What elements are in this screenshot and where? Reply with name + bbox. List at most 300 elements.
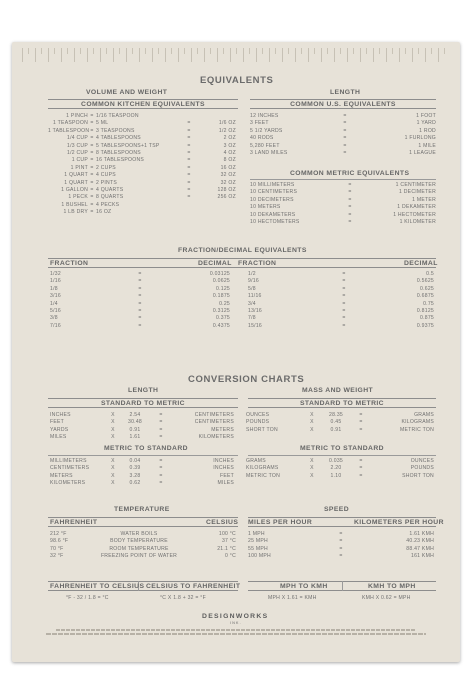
measure-cell: 1 LB DRY [63,209,88,216]
result-unit-cell: INCHES [213,465,234,472]
decimal-cell: 0.4375 [212,322,230,329]
measure-cell: 1 TEASPOON [53,120,88,127]
fraction-cell: 3/16 [50,293,61,300]
ounces-cell: 32 OZ [220,172,236,179]
fraction-cell: 1/32 [50,271,61,277]
factor-cell: 2.54 [129,412,141,418]
table-row [50,531,236,538]
table-row [250,128,436,135]
kmh-col: KILOMETERS PER HOUR [354,518,444,526]
us-equivalents-table [250,113,436,157]
table-row [50,473,236,480]
measure-cell: 1/4 CUP [66,135,88,142]
celsius-cell: 100 °C [218,531,236,537]
table-row [250,182,436,189]
table-row [250,189,436,196]
mph-cell: 100 MPH [248,553,271,560]
measure-cell: 1 TABLESPOON [48,127,90,134]
measure-cell: 1/2 CUP [66,149,88,156]
equals-cell: = [90,120,94,127]
to-cell: 1 ROD [419,127,436,134]
equals-cell: = [138,307,142,314]
equals-cell: = [343,135,347,142]
equals-cell: = [90,201,94,208]
table-row [50,293,230,300]
table-row [50,434,236,441]
equals-cell: = [90,164,94,171]
equals-cell: = [187,172,191,179]
equals-cell: = [187,142,191,149]
from-cell: 10 HECTOMETERS [250,218,300,225]
table-row [48,180,238,187]
equals-cell: = [343,127,347,134]
from-cell: 10 CENTIMETERS [250,189,298,196]
decimal-cell: 0.625 [420,285,434,292]
f2c-formula: °F - 32 / 1.8 = °C [66,595,109,601]
unit-cell: OUNCES [246,412,270,418]
times-cell: X [111,419,115,426]
length-header: LENGTH [330,89,361,96]
equals-cell: = [359,412,363,418]
equals-cell: = [187,164,191,171]
fraction-col-left: FRACTION [50,259,89,267]
decimal-cell: 0.125 [216,285,230,292]
to-cell: 1 MILE [418,142,436,149]
unit-cell: SHORT TON [246,426,278,433]
equals-cell: = [138,300,142,307]
ounces-cell: 1/2 OZ [218,127,236,134]
us-equivalents-header: COMMON U.S. EQUIVALENTS [290,100,396,108]
table-row [248,301,434,308]
equals-cell: = [343,149,347,156]
times-cell: X [310,472,314,479]
celsius-cell: 21.1 °C [217,545,236,552]
from-cell: 3 FEET [250,120,269,127]
table-row [250,219,436,226]
table-row [48,165,238,172]
equals-cell: = [187,127,191,134]
table-row [250,150,436,157]
description-cell: FREEZING POINT OF WATER [100,553,178,560]
unit-cell: INCHES [50,412,71,418]
fraction-cell: 7/16 [50,322,61,329]
to-cell: 1 HECTOMETER [393,211,436,218]
table-row [48,120,238,127]
equals-cell: = [90,172,94,179]
equivalent-cell: 5 TABLESPOONS+1 TSP [96,142,160,149]
factor-cell: 0.62 [129,480,141,487]
factor-cell: 0.45 [330,419,342,426]
table-row [246,419,434,426]
unit-cell: KILOMETERS [50,480,86,487]
equals-cell: = [343,113,347,119]
equivalent-cell: 8 TABLESPOONS [96,149,141,156]
equivalent-cell: 8 QUARTS [96,194,124,201]
equals-cell: = [138,315,142,322]
times-cell: X [111,458,115,464]
mph-col: MILES PER HOUR [248,518,313,526]
result-unit-cell: MILES [217,480,234,487]
factor-cell: 28.35 [329,412,343,418]
mph-cell: 55 MPH [248,545,268,552]
from-cell: 5,280 FEET [250,142,280,149]
mph2kmh-header: MPH TO KMH [280,582,328,590]
table-row [48,157,238,164]
unit-cell: KILOGRAMS [246,465,279,472]
equals-cell: = [342,285,346,292]
table-row [50,301,230,308]
unit-cell: METERS [50,472,73,479]
equivalent-cell: 16 OZ [96,209,112,216]
ounces-cell: 256 OZ [217,194,236,201]
temperature-header: TEMPERATURE [114,506,170,513]
to-cell: 1 LEAGUE [409,149,436,156]
result-unit-cell: FEET [219,472,234,479]
equivalent-cell: 2 PINTS [96,179,117,186]
length-s2m-table [50,412,236,442]
length-m2s-header: METRIC TO STANDARD [104,445,188,452]
table-row [50,538,236,545]
from-cell: 10 METERS [250,204,281,211]
equals-cell: = [348,204,352,211]
table-row [50,323,230,330]
fahrenheit-cell: 212 °F [50,531,67,537]
times-cell: X [310,465,314,472]
decimal-cell: 0.3125 [212,307,230,314]
f2c-header: FAHRENHEIT TO CELSIUS [50,582,145,590]
speed-table [248,531,434,561]
table-row [248,531,434,538]
to-cell: 1 YARD [416,120,436,127]
mass-s2m-header: STANDARD TO METRIC [300,399,384,407]
measure-cell: 1 QUART [64,179,88,186]
table-row [48,128,238,135]
mass-m2s-header: METRIC TO STANDARD [300,445,384,452]
times-cell: X [310,458,314,464]
table-row [246,465,434,472]
unit-cell: FEET [50,419,65,426]
unit-cell: POUNDS [246,419,270,426]
equals-cell: = [187,186,191,193]
table-row [246,427,434,434]
table-row [50,480,236,487]
unit-cell: GRAMS [246,458,266,464]
fraction-cell: 3/4 [248,300,256,307]
decimal-cell: 0.25 [219,300,230,307]
fraction-cell: 1/2 [248,271,256,277]
equals-cell: = [359,472,363,479]
decimal-cell: 0.6875 [416,293,434,300]
ounces-cell: 32 OZ [220,179,236,186]
table-row [50,308,230,315]
equals-cell [174,209,204,216]
measure-cell: 1 PECK [68,194,88,201]
result-unit-cell: SHORT TON [402,472,434,479]
measure-cell: 1 PINT [70,164,88,171]
factor-cell: 30.48 [128,419,142,426]
equals-cell: = [348,189,352,196]
description-cell: BODY TEMPERATURE [110,538,168,545]
metric-equivalents-header: COMMON METRIC EQUIVALENTS [290,170,410,177]
times-cell: X [111,434,115,441]
equals-cell: = [359,465,363,472]
equals-cell: = [90,157,94,164]
equals-cell: = [339,545,343,552]
reference-card [12,42,460,662]
table-row [250,143,436,150]
table-row [248,546,434,553]
equivalent-cell: 3 TEASPOONS [96,127,135,134]
fraction-cell: 13/16 [248,307,262,314]
equals-cell: = [90,142,94,149]
table-row [50,465,236,472]
measure-cell: 1 GALLON [61,186,88,193]
kmh2mph-formula: KMH X 0.62 = MPH [362,595,411,601]
equals-cell: = [359,419,363,426]
c2f-formula: °C X 1.8 + 32 = °F [160,595,206,601]
result-unit-cell: CENTIMETERS [194,412,234,418]
measure-cell: 1 PINCH [66,113,88,119]
celsius-cell: 37 °C [221,538,236,545]
factor-cell: 0.04 [129,458,141,464]
equals-cell: = [339,553,343,560]
ounces-cell: 8 OZ [223,157,236,164]
table-row [50,412,236,419]
unit-cell: MILLIMETERS [50,458,87,464]
fraction-cell: 3/8 [50,315,58,322]
equals-cell: = [342,271,346,277]
table-row [50,315,230,322]
ounces-cell: 4 OZ [223,149,236,156]
factor-cell: 2.20 [330,465,342,472]
fraction-cell: 5/16 [50,307,61,314]
equals-cell: = [90,179,94,186]
decimal-col-right: DECIMAL [404,259,438,267]
factor-cell: 1.10 [330,472,342,479]
equals-cell: = [339,531,343,537]
ounces-cell: 2 OZ [223,135,236,142]
unit-cell: CENTIMETERS [50,465,90,472]
fraction-cell: 9/16 [248,278,259,285]
conv-length-header: LENGTH [128,387,159,394]
fraction-cell: 11/16 [248,293,262,300]
kmh-cell: 161 KMH [411,553,434,560]
fahrenheit-col: FAHRENHEIT [50,518,98,526]
equals-cell: = [348,218,352,225]
equals-cell: = [138,271,142,277]
conv-mass-header: MASS AND WEIGHT [302,387,374,394]
from-cell: 3 LAND MILES [250,149,288,156]
to-cell: 1 DECIMETER [399,189,436,196]
table-row [48,172,238,179]
fraction-table-left [50,271,230,330]
equals-cell: = [90,135,94,142]
fahrenheit-cell: 98.6 °F [50,538,69,545]
equals-cell: = [90,127,94,134]
fraction-cell: 1/16 [50,278,61,285]
equals-cell: = [159,434,163,441]
unit-cell: MILES [50,434,67,441]
equivalent-cell: 4 PECKS [96,201,120,208]
equals-cell: = [159,472,163,479]
times-cell: X [310,412,314,418]
table-row [50,286,230,293]
equals-cell: = [138,278,142,285]
equals-cell [174,113,204,120]
ounces-cell: 128 OZ [217,186,236,193]
equals-cell: = [187,149,191,156]
equals-cell: = [90,186,94,193]
equivalent-cell: 4 CUPS [96,172,116,179]
table-row [48,143,238,150]
fraction-cell: 5/8 [248,285,256,292]
equals-cell: = [187,179,191,186]
equals-cell: = [90,194,94,201]
equivalent-cell: 16 TABLESPOONS [96,157,145,164]
equals-cell: = [159,412,163,418]
equals-cell: = [159,419,163,426]
kmh-cell: 88.47 KMH [406,545,434,552]
equals-cell: = [359,458,363,464]
fraction-cell: 7/8 [248,315,256,322]
from-cell: 10 MILLIMETERS [250,182,295,188]
conversion-title: CONVERSION CHARTS [188,374,305,385]
from-cell: 40 RODS [250,135,274,142]
mph-cell: 1 MPH [248,531,265,537]
equals-cell: = [342,315,346,322]
result-unit-cell: INCHES [213,458,234,464]
factor-cell: 0.39 [129,465,141,472]
factor-cell: 1.61 [129,434,141,441]
measure-cell: 1 CUP [71,157,88,164]
celsius-cell: 0 °C [225,553,236,560]
equivalent-cell: 1/16 TEASPOON [96,113,139,119]
ounces-cell [204,113,236,120]
description-cell: ROOM TEMPERATURE [109,545,169,552]
table-row [248,286,434,293]
factor-cell: 3.28 [129,472,141,479]
mass-m2s-table [246,458,434,480]
equals-cell: = [343,120,347,127]
measure-cell: 1 QUART [64,172,88,179]
fraction-cell: 1/8 [50,285,58,292]
decimal-cell: 0.03125 [209,271,230,277]
equals-cell: = [159,458,163,464]
to-cell: 1 CENTIMETER [395,182,436,188]
table-row [246,412,434,419]
result-unit-cell: OUNCES [410,458,434,464]
measure-cell: 1/3 CUP [66,142,88,149]
equals-cell: = [342,322,346,329]
decimal-cell: 0.5 [426,271,434,277]
table-row [50,546,236,553]
times-cell: X [111,472,115,479]
decimal-cell: 0.0625 [212,278,230,285]
ounces-cell: 1/6 OZ [218,120,236,127]
table-row [48,209,238,216]
factor-cell: 0.035 [329,458,343,464]
fraction-cell: 1/4 [50,300,58,307]
ounces-cell [204,202,236,209]
equivalent-cell: 4 QUARTS [96,186,124,193]
table-row [50,553,236,560]
equals-cell: = [342,278,346,285]
decimal-cell: 0.875 [420,315,434,322]
kmh-cell: 40.23 KMH [406,538,434,545]
unit-cell: YARDS [50,426,69,433]
decimal-cell: 0.1875 [212,293,230,300]
to-cell: 1 KILOMETER [399,218,436,225]
fraction-cell: 15/16 [248,322,262,329]
result-unit-cell: METRIC TON [399,426,434,433]
temperature-table [50,531,236,561]
table-row [248,315,434,322]
table-row [50,271,230,278]
fraction-decimal-title: FRACTION/DECIMAL EQUIVALENTS [178,247,307,254]
from-cell: 12 INCHES [250,113,279,119]
equals-cell [174,202,204,209]
ounces-cell [204,209,236,216]
designworks-logo: DESIGNWORKS [202,613,269,620]
result-unit-cell: CENTIMETERS [194,419,234,426]
table-row [248,271,434,278]
to-cell: 1 FURLONG [404,135,436,142]
celsius-col: CELSIUS [206,518,239,526]
table-row [246,458,434,465]
times-cell: X [310,419,314,426]
to-cell: 1 FOOT [416,113,436,119]
measure-cell: 1 BUSHEL [61,201,88,208]
kitchen-equivalents-table [48,113,238,216]
decimal-cell: 0.8125 [416,307,434,314]
table-row [50,419,236,426]
equals-cell: = [343,142,347,149]
table-row [48,135,238,142]
factor-cell: 0.91 [129,426,141,433]
table-row [48,187,238,194]
times-cell: X [111,480,115,487]
equals-cell: = [339,538,343,545]
decimal-cell: 0.75 [423,300,434,307]
table-row [248,538,434,545]
table-row [250,212,436,219]
equivalent-cell: 2 CUPS [96,164,116,171]
kmh-cell: 1.61 KMH [409,531,434,537]
result-unit-cell: KILOMETERS [198,434,234,441]
table-row [48,113,238,120]
table-row [48,202,238,209]
table-row [50,278,230,285]
designworks-logo-sub: INK. [230,621,242,625]
equals-cell: = [187,120,191,127]
decimal-cell: 0.9375 [416,322,434,329]
ounces-cell: 16 OZ [220,164,236,171]
equals-cell: = [138,293,142,300]
equals-cell: = [359,426,363,433]
fraction-col-right: FRACTION [238,259,277,267]
table-row [48,194,238,201]
equivalent-cell: 4 TABLESPOONS [96,135,141,142]
times-cell: X [111,412,115,418]
equals-cell: = [159,465,163,472]
table-row [250,197,436,204]
equals-cell: = [342,300,346,307]
to-cell: 1 DEKAMETER [397,204,436,211]
equals-cell: = [138,285,142,292]
equivalents-title: EQUIVALENTS [200,75,274,86]
volume-weight-header: VOLUME AND WEIGHT [86,89,168,96]
c2f-header: CELSIUS TO FAHRENHEIT [146,582,241,590]
